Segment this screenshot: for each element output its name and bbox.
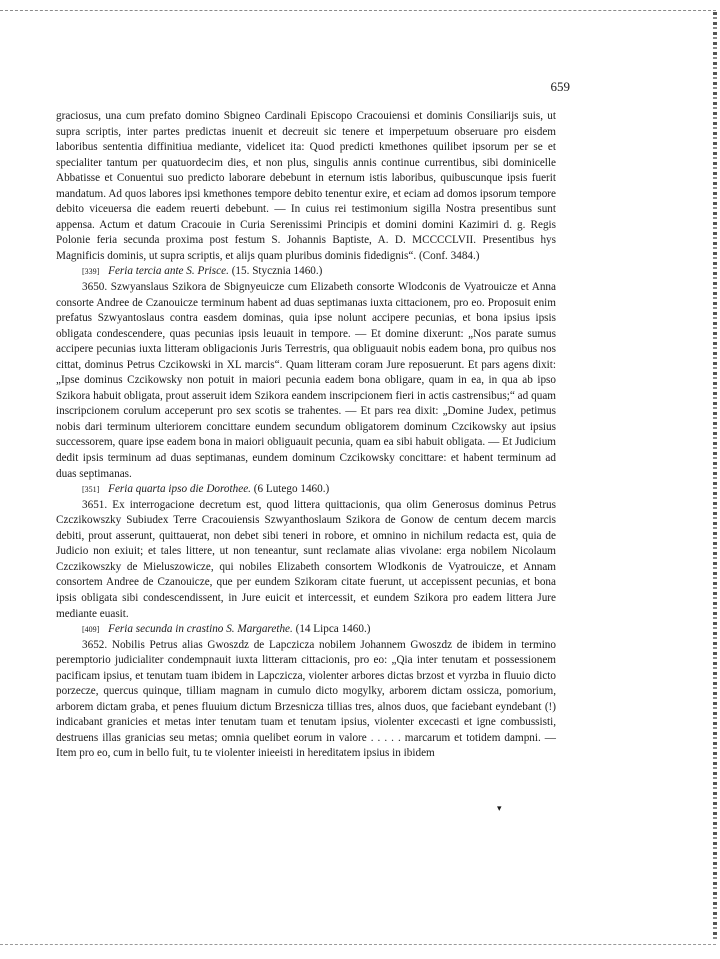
entry-reference: [409] <box>82 625 100 635</box>
entry-feast-day: Feria tercia ante S. Prisce. <box>108 265 229 278</box>
entry-header <box>56 482 556 498</box>
entry-date: (14 Lipca 1460.) <box>295 623 371 636</box>
paragraph-3650: 3650. Szwyanslaus Szikora de Sbignyeuicze cum Elizabeth consorte Wlodconis de Vyatrouicze et Anna consorte Andree de Czanouicze terminum habent ad duas septimanas iuxta cittacionem, pro eo. Proposuit enim prefatus Szwyantoslaus contra easdem dominas, quia ipse nolunt accipere pecunias, et bona ipsius ipsis obligata condescendere, quas pecunias ipsis leuauit in tempore. — Et domine dixerunt: „Nos parate sumus accipere pecunias iuxta litteram obligacionis Juris Terrestris, qua obliguauit nobis eadem bona, pro quibus nos cittat, dominus Petrus Czcikowski in XL marcis“. Quam litteram coram Jure reposuerunt. Et pars agens dixit: „Ipse dominus Czcikowsky non potuit in maiori pecunia eadem bona obligare, quam in ea, in qua ab ipso Szikora habuit obligata, prout asseruit idem Szikora eandem inscripcionem fieri in actis castrensibus;“ ad quam inscripcionem corulum acceperunt pro sex scotis se trahentes. — Et pars rea dixit: „Domine Judex, petimus nobis dari terminum ulteriorem concittare eundem secundum obligatorem dominum Czcikowsky aut ipsius successorem, quare ipse eadem bona in maiori obliguauit pecunia, quam ea sibi habuit obligata. — Et Judicium dedit ipsis terminum ad duas septimanas, eundem dominum Czcikowsky concittare: et habent terminum ad duas septimanas. <box>56 281 556 480</box>
entry-date: (15. Stycznia 1460.) <box>231 265 323 278</box>
paragraph-3651: 3651. Ex interrogacione decretum est, quod littera quittacionis, qua olim Generosus dominus Petrus Czczikowszky Subiudex Terre Cracouiensis Szwyanthoslaum Szikora de Gonow de centum decem marcis debiti, prout asserunt, quittauerat, non debet sibi teneri in robore, et omnino in nichilum redacta est, quia de Judicio non exiuit; et tales littere, ut non teneantur, sunt reclamate alias vivolane: erga nobilem Nicolaum Czczikowszky de Mieluszowicze, qui nobiles Elizabeth consortem Wlodkonis de Vyatrouicze, et Annam consortem Andree de Czanouicze, que per eundem Szikoram citate fuerunt, ut accepissent pecunias, et bona ipsis obligata sibi condescendissent, in Jure euicit et intercessit, et eundem Szikora pro eadem littera Jure mediante euasit. <box>56 498 556 620</box>
stray-mark: ▾ <box>497 803 502 813</box>
top-dashed-rule <box>0 10 716 11</box>
entry-reference: [339] <box>82 267 100 277</box>
page-number: 659 <box>550 79 570 94</box>
entry-feast-day: Feria secunda in crastino S. Margarethe. <box>108 623 293 636</box>
bottom-dashed-rule <box>0 944 716 945</box>
page-right-edge <box>713 12 717 942</box>
page-body <box>56 109 556 762</box>
paragraph-3652: 3652. Nobilis Petrus alias Gwoszdz de Lapczicza nobilem Johannem Gwoszdz de ibidem in termino peremptorio judicialiter condempnauit iuxta litteram cittacionis, pro eo: „Qia inter tenutam et possessionem pacificam ipsius, et tenutam tuam ibidem in Lapczicza, violenter arbores dictas brzost et vyrzba in fluuio dicto porzecze, quercus quinque, tilliam magnam in cumulo dicto mogylky, arborem dictam ossicza, pomorium, arborem dictam graba, et penes fluuium dictum Brzesnicza tillias tres, alnos duos, que faciebant eyndebant (!) indicabant granicies et metas inter tenutam tuam et tenutam ipsius, violenter excecasti et igne combussisti, destruens illas granicias seu metas; omnia quelibet eorum in valore . . . . . marcarum et totidem dampni. — Item pro eo, cum in bello fuit, tu te violenter inieeisti in hereditatem ipsius in ibidem <box>56 638 556 760</box>
entry-date: (6 Lutego 1460.) <box>253 483 330 496</box>
entry-reference: [351] <box>82 485 100 495</box>
entry-feast-day: Feria quarta ipso die Dorothee. <box>108 483 251 496</box>
entry-header <box>56 264 556 280</box>
paragraph-continuation: graciosus, una cum prefato domino Sbigneo Cardinali Episcopo Cracouiensi et dominis Consiliarijs suis, ut supra scriptis, inter partes predictas inuenit et decreuit sic tenere et imperpetuum obseruare pro eisdem laboribus sententia diffinitiua mediante, videlicet ita: Quod predicti kmethones quilibet ipsorum per se et specialiter tantum per quatuordecim dies, et non plus, singulis annis continue currentibus, sibi dominicelle Abbatisse et Conuentui suo predicto laborare debebunt in eternum istis laboribus, quibuscunque ipsis fuerit mandatum. Ad quos labores ipsi kmethones tempore debito tenentur exire, et eciam ad domos ipsorum tempore debito viceuersa die eadem reuerti debebunt. — In cuius rei testimonium sigilla Nostra presentibus sunt appensa. Actum et datum Cracouie in Curia Serenissimi Principis et domini domini Kazimiri d. g. Regis Polonie feria secunda proxima post festum S. Johannis Baptiste, A. D. MCCCCLVII. Presentibus hys Magnificis dominis, ut supra scriptis, et alijs quam pluribus dominis fidedignis“. (Conf. 3484.) <box>56 110 556 262</box>
entry-header <box>56 622 556 638</box>
